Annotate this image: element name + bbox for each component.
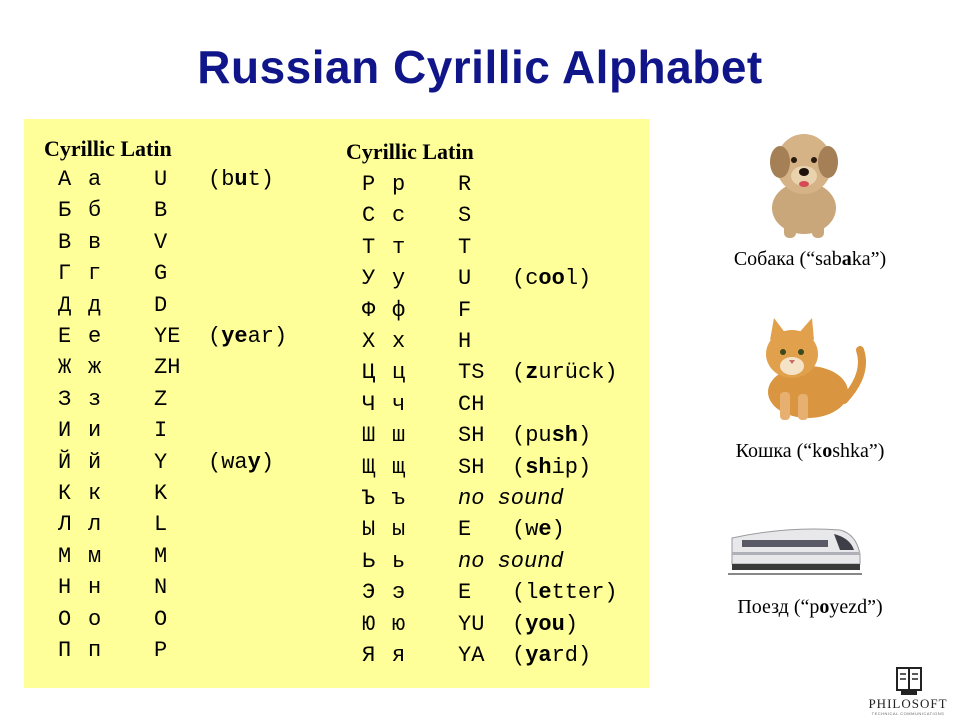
cyrillic-uppercase: П — [58, 638, 72, 663]
cyrillic-uppercase: Я — [362, 643, 376, 668]
cyrillic-uppercase: Ь — [362, 548, 376, 574]
latin-equivalent: U — [154, 167, 168, 192]
cyrillic-lowercase: у — [392, 266, 406, 292]
train-photo — [728, 512, 862, 580]
dog-photo — [758, 120, 850, 240]
example-word — [512, 263, 591, 294]
cyrillic-uppercase: Н — [58, 575, 72, 601]
letter-row — [58, 572, 378, 603]
example-suffix: tter) — [551, 580, 618, 606]
latin-equivalent: G — [154, 261, 168, 287]
example-word — [512, 420, 591, 451]
cyrillic-lowercase: п — [88, 638, 102, 663]
cyrillic-lowercase: р — [392, 172, 406, 197]
latin-equivalent: E — [458, 580, 472, 606]
latin-equivalent: V — [154, 229, 168, 255]
example-prefix: ( — [512, 454, 526, 480]
latin-equivalent: P — [154, 638, 168, 663]
example-prefix: (wa — [208, 449, 248, 475]
cyrillic-lowercase: л — [88, 512, 102, 538]
cyrillic-lowercase: в — [88, 229, 102, 255]
cat-photo — [732, 314, 878, 426]
cyrillic-uppercase: Т — [362, 234, 376, 260]
cyrillic-uppercase: Щ — [362, 454, 376, 480]
example-prefix: ( — [512, 643, 526, 668]
cyrillic-lowercase: ы — [392, 517, 406, 543]
no-sound-note: no sound — [458, 548, 564, 574]
cyrillic-uppercase: Ы — [362, 517, 376, 543]
cyrillic-uppercase: Э — [362, 580, 376, 606]
latin-equivalent: ZH — [154, 355, 181, 381]
example-prefix: ( — [208, 324, 222, 349]
letter-row — [362, 420, 682, 451]
cyrillic-lowercase: ц — [392, 360, 406, 386]
cyrillic-lowercase: щ — [392, 454, 406, 480]
example-word — [512, 357, 618, 388]
example-highlight: ya — [525, 643, 552, 668]
latin-equivalent: O — [154, 606, 168, 632]
example-highlight: sh — [525, 454, 552, 480]
example-highlight: sh — [551, 423, 579, 449]
latin-equivalent: K — [154, 481, 168, 506]
latin-equivalent: R — [458, 172, 472, 197]
example-prefix: (l — [512, 580, 539, 606]
cyrillic-uppercase: Г — [58, 261, 72, 287]
cyrillic-uppercase: М — [58, 543, 72, 569]
logo-tagline: TECHNICAL COMMUNICATIONS — [871, 711, 945, 716]
letter-row — [362, 200, 682, 231]
example-prefix: ( — [512, 611, 526, 637]
train-caption: Поезд (“poyezd”) — [737, 596, 883, 618]
letter-row — [362, 357, 682, 388]
latin-equivalent: SH — [458, 454, 485, 480]
cyrillic-uppercase: К — [58, 481, 72, 506]
latin-equivalent: T — [458, 234, 472, 260]
latin-equivalent: E — [458, 517, 472, 543]
cyrillic-uppercase: Ц — [362, 360, 376, 386]
letter-row — [362, 546, 682, 577]
example-highlight: e — [538, 517, 552, 543]
latin-equivalent: N — [154, 575, 168, 601]
cyrillic-lowercase: ч — [392, 391, 406, 417]
latin-equivalent: TS — [458, 360, 485, 386]
example-highlight: z — [525, 360, 539, 386]
example-prefix: (b — [208, 167, 235, 192]
example-suffix: ) — [578, 423, 592, 449]
letter-row — [362, 640, 682, 671]
cyrillic-lowercase: ф — [392, 297, 406, 323]
cyrillic-lowercase: я — [392, 643, 406, 668]
letter-row — [362, 514, 682, 545]
cyrillic-lowercase: и — [88, 418, 102, 444]
letter-row — [58, 384, 378, 415]
letter-row — [362, 389, 682, 420]
letter-row — [58, 478, 378, 509]
latin-equivalent: YU — [458, 611, 485, 637]
cyrillic-lowercase: г — [88, 261, 102, 287]
letter-row — [58, 227, 378, 258]
letter-row — [58, 290, 378, 321]
latin-equivalent: B — [154, 198, 168, 224]
latin-equivalent: Y — [154, 449, 168, 475]
example-highlight: y — [247, 449, 261, 475]
example-prefix: ( — [512, 360, 526, 386]
example-suffix: urück) — [538, 360, 618, 386]
latin-equivalent: I — [154, 418, 168, 444]
cyrillic-uppercase: И — [58, 418, 72, 444]
cyrillic-uppercase: З — [58, 386, 72, 412]
cyrillic-lowercase: ш — [392, 423, 406, 449]
letter-row — [362, 169, 682, 200]
cyrillic-lowercase: э — [392, 580, 406, 606]
letter-row — [58, 321, 378, 352]
book-icon — [896, 664, 922, 696]
cyrillic-lowercase: е — [88, 324, 102, 349]
slide-title: Russian Cyrillic Alphabet — [197, 41, 763, 93]
cyrillic-lowercase: ъ — [392, 486, 406, 511]
cyrillic-lowercase: х — [392, 329, 406, 354]
cyrillic-uppercase: Ч — [362, 391, 376, 417]
cyrillic-uppercase: Б — [58, 198, 72, 224]
letter-row — [362, 326, 682, 357]
letter-row — [58, 258, 378, 289]
cyrillic-lowercase: ж — [88, 355, 102, 381]
latin-equivalent: S — [458, 203, 472, 229]
cyrillic-uppercase: Д — [58, 292, 72, 318]
cyrillic-lowercase: н — [88, 575, 102, 601]
example-word — [208, 321, 287, 352]
letter-row — [58, 541, 378, 572]
cyrillic-uppercase: Й — [58, 449, 72, 475]
letter-row — [362, 452, 682, 483]
example-prefix: (w — [512, 517, 539, 543]
example-word — [512, 609, 578, 640]
letter-row — [362, 577, 682, 608]
cyrillic-uppercase: С — [362, 203, 376, 229]
letter-row — [362, 609, 682, 640]
latin-equivalent: M — [154, 543, 168, 569]
example-suffix: rd) — [551, 643, 592, 668]
cyrillic-lowercase: ю — [392, 611, 406, 637]
latin-equivalent: SH — [458, 423, 485, 449]
cyrillic-uppercase: Х — [362, 329, 376, 354]
cat-caption: Кошка (“koshka”) — [735, 440, 885, 462]
cyrillic-lowercase: ь — [392, 548, 406, 574]
dog-caption: Собака (“sabaka”) — [733, 248, 887, 270]
letter-row — [362, 232, 682, 263]
cyrillic-lowercase: о — [88, 606, 102, 632]
philosoft-logo — [858, 662, 958, 718]
latin-equivalent: U — [458, 266, 472, 292]
example-word — [208, 164, 274, 195]
cyrillic-uppercase: В — [58, 229, 72, 255]
no-sound-note: no sound — [458, 486, 564, 511]
example-suffix: ar) — [247, 324, 288, 349]
logo-wordmark: PHILOSOFT — [868, 696, 948, 711]
column-header-right: Cyrillic Latin — [346, 139, 474, 164]
letter-row — [58, 415, 378, 446]
cyrillic-uppercase: Е — [58, 324, 72, 349]
cyrillic-uppercase: Ж — [58, 355, 72, 381]
letter-row — [58, 447, 378, 478]
example-highlight: ye — [221, 324, 248, 349]
cyrillic-uppercase: О — [58, 606, 72, 632]
letter-row — [58, 635, 378, 666]
cyrillic-uppercase: Ю — [362, 611, 376, 637]
example-word — [512, 452, 591, 483]
example-suffix: t) — [247, 167, 275, 192]
letter-row — [362, 263, 682, 294]
latin-equivalent: YA — [458, 643, 485, 668]
example-suffix: l) — [564, 266, 592, 292]
example-word — [208, 447, 274, 478]
letter-row — [362, 295, 682, 326]
cyrillic-lowercase: д — [88, 292, 102, 318]
example-word — [512, 640, 591, 671]
letter-row — [58, 352, 378, 383]
example-highlight: oo — [538, 266, 565, 292]
cyrillic-lowercase: с — [392, 203, 406, 229]
example-word — [512, 514, 565, 545]
latin-equivalent: YE — [154, 324, 181, 349]
cyrillic-uppercase: Ф — [362, 297, 376, 323]
latin-equivalent: Z — [154, 386, 168, 412]
example-suffix: ) — [564, 611, 579, 637]
cyrillic-lowercase: й — [88, 449, 102, 475]
latin-equivalent: L — [154, 512, 168, 538]
example-suffix: ) — [260, 449, 275, 475]
letter-row — [58, 164, 378, 195]
letter-row — [58, 604, 378, 635]
cyrillic-uppercase: А — [58, 167, 72, 192]
example-suffix: ) — [551, 517, 565, 543]
example-prefix: (pu — [512, 423, 552, 449]
cyrillic-lowercase: б — [88, 198, 102, 224]
latin-equivalent: H — [458, 329, 472, 354]
cyrillic-lowercase: з — [88, 386, 102, 412]
example-word — [512, 577, 618, 608]
example-highlight: you — [525, 611, 565, 637]
letter-row — [362, 483, 682, 514]
cyrillic-uppercase: Р — [362, 172, 376, 197]
column-header-left: Cyrillic Latin — [44, 136, 172, 161]
letter-row — [58, 195, 378, 226]
letter-row — [58, 509, 378, 540]
example-highlight: e — [538, 580, 552, 606]
cyrillic-lowercase: м — [88, 543, 102, 569]
latin-equivalent: D — [154, 292, 168, 318]
example-prefix: (c — [512, 266, 539, 292]
latin-equivalent: F — [458, 297, 472, 323]
cyrillic-lowercase: а — [88, 167, 102, 192]
cyrillic-uppercase: У — [362, 266, 376, 292]
example-highlight: u — [234, 167, 248, 192]
cyrillic-lowercase: к — [88, 481, 102, 506]
cyrillic-uppercase: Л — [58, 512, 72, 538]
cyrillic-uppercase: Ш — [362, 423, 376, 449]
cyrillic-lowercase: т — [392, 234, 406, 260]
cyrillic-uppercase: Ъ — [362, 486, 376, 511]
latin-equivalent: CH — [458, 391, 485, 417]
example-suffix: ip) — [551, 454, 592, 480]
